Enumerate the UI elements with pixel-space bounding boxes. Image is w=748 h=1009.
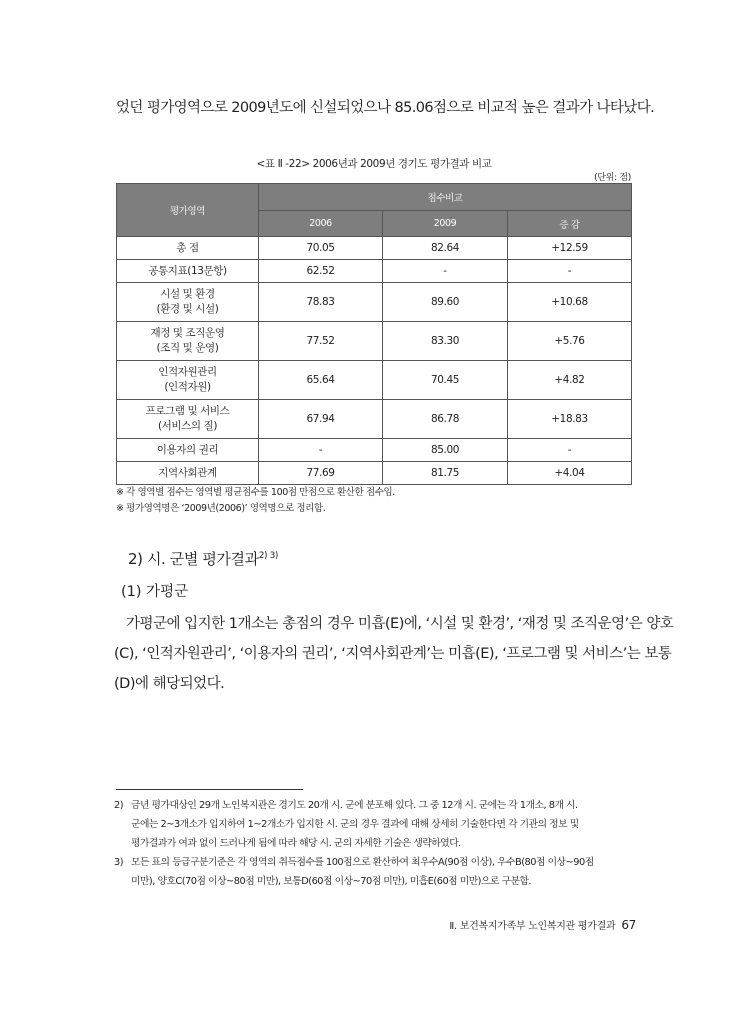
value-2006: 77.69 (259, 462, 383, 485)
row-area (117, 400, 259, 439)
footnote (114, 853, 639, 891)
table-row (117, 322, 632, 361)
row-area (117, 260, 259, 283)
value-2009: 70.45 (383, 361, 508, 400)
subsection-heading: (1) 가평군 (121, 584, 189, 600)
area-name: 재정 및 조직운영 (150, 327, 225, 339)
area-name: 이용자의 권리 (156, 443, 219, 456)
value-2009: - (383, 260, 508, 283)
footnote-divider (116, 789, 303, 790)
row-area (117, 462, 259, 485)
value-2009: 85.00 (383, 439, 508, 462)
table-caption: <표 Ⅱ -22> 2006년과 2009년 경기도 평가결과 비교 (256, 158, 492, 170)
header-area: 평가영역 (117, 184, 259, 237)
header-score-group: 점수비교 (259, 184, 632, 211)
table-row (117, 400, 632, 439)
row-area (117, 439, 259, 462)
value-2006: 78.83 (259, 283, 383, 322)
running-title: Ⅱ. 보건복지가족부 노인복지관 평가결과 (449, 921, 616, 932)
value-diff: +5.76 (508, 322, 632, 361)
area-name: 총 점 (176, 241, 199, 254)
footnote-marker: 2) (114, 800, 124, 811)
value-2006: - (259, 439, 383, 462)
footnote-line: 금년 평가대상인 29개 노인복지관은 경기도 20개 시. 군에 분포해 있다. 그 중 12개 시. 군에는 각 1개소, 8개 시. (131, 800, 578, 811)
area-name: 인적자원관리 (158, 366, 217, 378)
table-row (117, 439, 632, 462)
header-2009: 2009 (383, 211, 508, 237)
value-diff: - (508, 260, 632, 283)
section-heading (128, 548, 278, 569)
value-2006: 70.05 (259, 237, 383, 260)
value-2009: 82.64 (383, 237, 508, 260)
area-subname: (환경 및 시설) (156, 303, 219, 315)
header-2006: 2006 (259, 211, 383, 237)
page-number: 67 (621, 918, 636, 932)
footnote-line: 평가결과가 여과 없이 드러나게 됨에 따라 해당 시. 군의 자세한 기술은 생략하였다. (131, 838, 461, 849)
row-area (117, 283, 259, 322)
table-note: ※ 각 영역별 점수는 영역별 평균점수를 100점 만점으로 환산한 점수임. (116, 487, 395, 498)
row-area (117, 361, 259, 400)
row-area (117, 237, 259, 260)
value-2009: 81.75 (383, 462, 508, 485)
footnote-line: 미만), 양호C(70점 이상~80점 미만), 보통D(60점 이상~70점 미만), 미흡E(60점 미만)으로 구분함. (131, 876, 532, 887)
area-name: 시설 및 환경 (160, 288, 215, 300)
value-2006: 62.52 (259, 260, 383, 283)
area-subname: (인적자원) (164, 381, 211, 393)
footnote-ref: 2) 3) (258, 551, 279, 561)
footnote-marker: 3) (114, 857, 124, 868)
table-note: ※ 평가영역명은 ‘2009년(2006)’ 영역명으로 정리함. (116, 503, 326, 514)
value-diff: +4.04 (508, 462, 632, 485)
value-2006: 65.64 (259, 361, 383, 400)
value-2009: 86.78 (383, 400, 508, 439)
value-2006: 77.52 (259, 322, 383, 361)
table-row (117, 462, 632, 485)
table-row (117, 260, 632, 283)
table-unit: (단위: 점) (594, 173, 631, 183)
footnote-line: 모든 표의 등급구분기준은 각 영역의 취득점수를 100점으로 환산하여 최우수A(90점 이상), 우수B(80점 이상~90점 (131, 857, 594, 868)
page-footer (449, 917, 636, 932)
area-name: 지역사회관계 (158, 466, 217, 479)
area-subname: (조직 및 운영) (156, 342, 219, 354)
area-name: 공통지표(13문항) (148, 264, 227, 277)
value-diff: +18.83 (508, 400, 632, 439)
value-diff: - (508, 439, 632, 462)
row-area (117, 322, 259, 361)
section-heading-text: 2) 시. 군별 평가결과 (128, 550, 259, 568)
paragraph-line: (C), ‘인적자원관리’, ‘이용자의 권리’, ‘지역사회관계’는 미흡(E), ‘프로그램 및 서비스’는 보통 (114, 646, 672, 662)
table-row (117, 237, 632, 260)
value-2009: 83.30 (383, 322, 508, 361)
body-paragraph (114, 609, 674, 699)
value-diff: +10.68 (508, 283, 632, 322)
area-name: 프로그램 및 서비스 (145, 405, 230, 417)
table-notes (116, 485, 395, 517)
header-diff: 증 감 (508, 211, 632, 237)
footnotes (114, 796, 639, 891)
table-row (117, 283, 632, 322)
score-comparison-table (116, 183, 632, 485)
value-diff: +4.82 (508, 361, 632, 400)
table-row (117, 361, 632, 400)
footnote (114, 796, 639, 853)
footnote-line: 군에는 2~3개소가 입지하여 1~2개소가 입지한 시. 군의 경우 결과에 대해 상세히 기술한다면 각 기관의 정보 및 (131, 819, 579, 830)
value-diff: +12.59 (508, 237, 632, 260)
paragraph-line: (D)에 해당되었다. (114, 676, 225, 692)
area-subname: (서비스의 질) (157, 420, 218, 432)
value-2006: 67.94 (259, 400, 383, 439)
intro-line: 었던 평가영역으로 2009년도에 신설되었으나 85.06점으로 비교적 높은 결과가 나타났다. (116, 100, 655, 116)
value-2009: 89.60 (383, 283, 508, 322)
paragraph-line: 가평군에 입지한 1개소는 총점의 경우 미흡(E)에, ‘시설 및 환경’, ‘재정 및 조직운영’은 양호 (126, 616, 674, 632)
